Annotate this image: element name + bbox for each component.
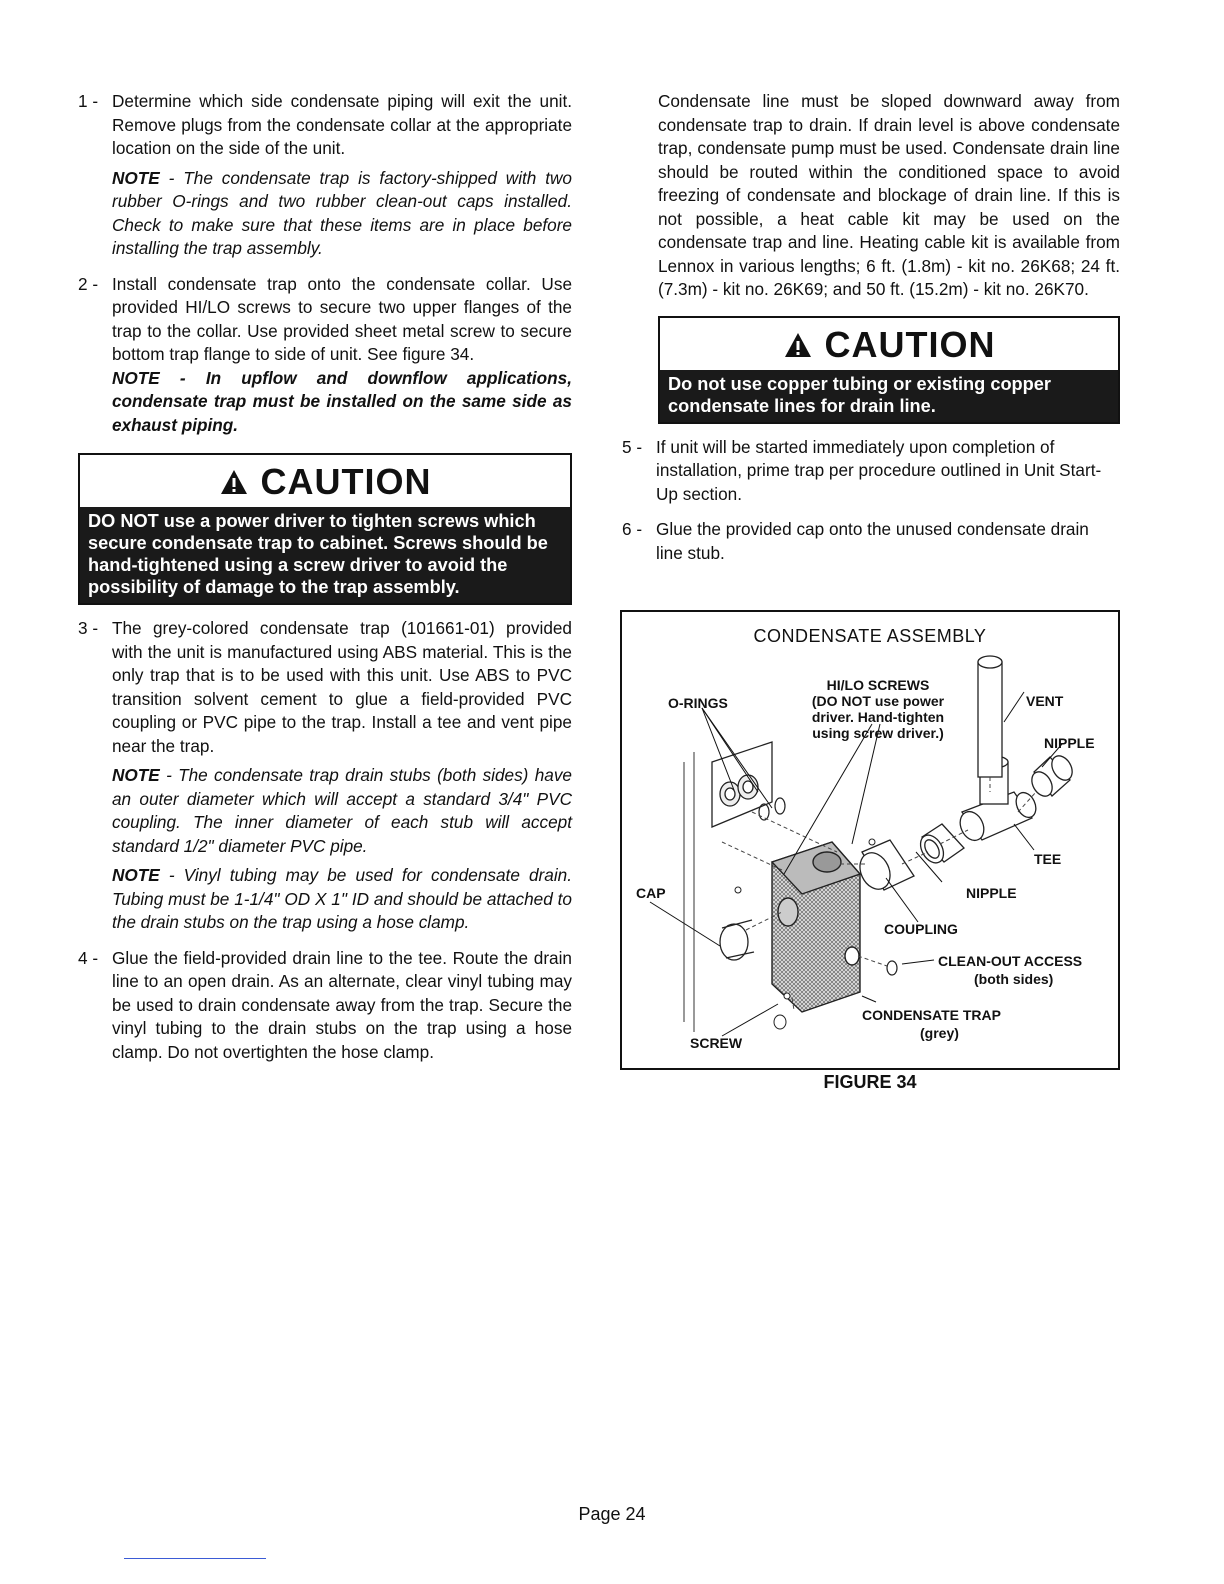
caution-box	[78, 453, 572, 605]
footer-line	[124, 1558, 266, 1559]
step-number: 1 -	[78, 91, 99, 111]
step-number: 2 -	[78, 273, 99, 294]
condensate-trap-body	[772, 842, 860, 1012]
step-number: 4 -	[78, 947, 99, 968]
step-number: 3 -	[78, 618, 99, 638]
condensate-assembly-diagram	[622, 612, 1118, 1068]
caution-heading	[660, 318, 1118, 370]
page-number: Page 24	[578, 1504, 646, 1524]
step-1	[78, 90, 572, 267]
caution-text: DO NOT use a power driver to tighten screws which secure condensate trap to cabinet. Screws should be hand-tightened using a screw driver to avoid the possibility of damage to the trap assembly.	[80, 507, 570, 603]
label-nipple-top: NIPPLE	[1044, 735, 1095, 751]
note-text: - Vinyl tubing may be used for condensate drain. Tubing must be 1-1/4" OD X 1" ID and should be attached to the drain stubs on the trap using a hose clamp.	[112, 865, 572, 932]
label-clean-out-access: CLEAN-OUT ACCESS	[938, 953, 1083, 969]
label-condensate-trap: CONDENSATE TRAP	[862, 1007, 1001, 1023]
note-text: - The condensate trap drain stubs (both sides) have an outer diameter which will accept a standard 3/4" PVC coupling. The inner diameter of each stub will accept standard 1/2" diameter PVC pipe.	[112, 765, 572, 856]
label-screw: SCREW	[690, 1035, 743, 1051]
step-text: Determine which side condensate piping will exit the unit. Remove plugs from the condensate collar at the appropriate location on the side of the unit.	[112, 91, 572, 158]
label-coupling: COUPLING	[884, 921, 958, 937]
warning-triangle-icon	[783, 331, 813, 359]
step-text: Install condensate trap onto the condensate collar. Use provided HI/LO screws to secure two upper flanges of the trap to the collar. Use provided sheet metal screw to secure bottom trap flange to side of unit. See figure 34.	[112, 273, 572, 364]
label-cap: CAP	[636, 885, 666, 901]
left-column	[78, 90, 572, 1076]
step-6	[622, 518, 1120, 571]
caution-box	[658, 316, 1120, 424]
label-nipple: NIPPLE	[966, 885, 1017, 901]
label-hilo-screws: HI/LO SCREWS	[826, 677, 930, 693]
note	[112, 167, 572, 261]
note-label: NOTE	[112, 167, 160, 188]
label-hilo-line2: (DO NOT use power	[811, 693, 945, 709]
label-grey: (grey)	[920, 1025, 959, 1041]
label-hilo-line4: using screw driver.)	[812, 725, 944, 741]
step-5	[622, 436, 1120, 513]
cabinet-side	[684, 752, 694, 1032]
coupling	[854, 840, 914, 894]
cap	[720, 920, 754, 960]
step-text: If unit will be started immediately upon completion of installation, prime trap per procedure outlined in Unit Start-Up section.	[656, 436, 1102, 504]
step-4	[78, 947, 572, 1071]
note	[112, 864, 572, 935]
right-column	[622, 90, 1120, 577]
label-tee: TEE	[1034, 851, 1062, 867]
note-label: NOTE	[112, 765, 160, 785]
label-hilo-line3: driver. Hand-tighten	[811, 709, 945, 725]
caution-heading	[80, 455, 570, 507]
figure-caption: FIGURE 34	[823, 1072, 917, 1092]
note-bold: NOTE - In upflow and downflow applications, condensate trap must be installed on the same side as exhaust piping.	[112, 367, 572, 435]
figure-title: CONDENSATE ASSEMBLY	[753, 626, 987, 646]
warning-triangle-icon	[219, 468, 249, 496]
step-text: The grey-colored condensate trap (101661-01) provided with the unit is manufactured using ABS material. This is the only trap that is to be used with this unit. Use ABS to PVC transition solvent cement to glue a field-provided PVC coupling or PVC pipe to the trap. Install a tee and vent pipe near the trap.	[112, 618, 572, 756]
step-number: 6 -	[622, 519, 643, 539]
step-number: 5 -	[622, 436, 643, 457]
note	[112, 764, 572, 858]
label-vent: VENT	[1026, 693, 1064, 709]
step-text: Glue the field-provided drain line to the tee. Route the drain line to an open drain. As an alternate, clear vinyl tubing may be used to drain condensate away from the trap. Secure the vinyl tubing to the drain stubs on the trap using a hose clamp. Do not overtighten the hose clamp.	[112, 947, 572, 1062]
note-label: NOTE	[112, 865, 160, 885]
vent-pipe	[978, 656, 1002, 777]
figure-condensate-assembly	[620, 610, 1120, 1070]
caution-text: Do not use copper tubing or existing copper condensate lines for drain line.	[660, 370, 1118, 422]
nipple-top	[1028, 752, 1077, 800]
step-2	[78, 273, 572, 444]
label-o-rings: O-RINGS	[668, 695, 728, 711]
step-text: Glue the provided cap onto the unused condensate drain line stub.	[656, 519, 1089, 563]
clean-out-cap	[887, 961, 897, 975]
caution-title: CAUTION	[260, 461, 432, 502]
caution-title: CAUTION	[824, 323, 996, 365]
label-both-sides: (both sides)	[974, 971, 1054, 987]
note-text: - The condensate trap is factory-shipped with two rubber O-rings and two rubber clean-out caps installed. Check to make sure that these items are in place before installing the trap assembly.	[112, 167, 572, 258]
step-3	[78, 617, 572, 941]
condensate-collar	[712, 742, 772, 827]
intro-paragraph: Condensate line must be sloped downward away from condensate trap to drain. If drain level is above condensate trap, condensate pump must be used. Condensate drain line should be routed within the conditioned space to avoid freezing of condensate and blockage of drain line. If this is not possible, a heat cable kit may be used on the condensate trap and line. Heating cable kit is available from Lennox in various lengths; 6 ft. (1.8m) - kit no. 26K68; 24 ft. (7.3m) - kit no. 26K69; and 50 ft. (15.2m) - kit no. 26K70.	[658, 91, 1120, 299]
